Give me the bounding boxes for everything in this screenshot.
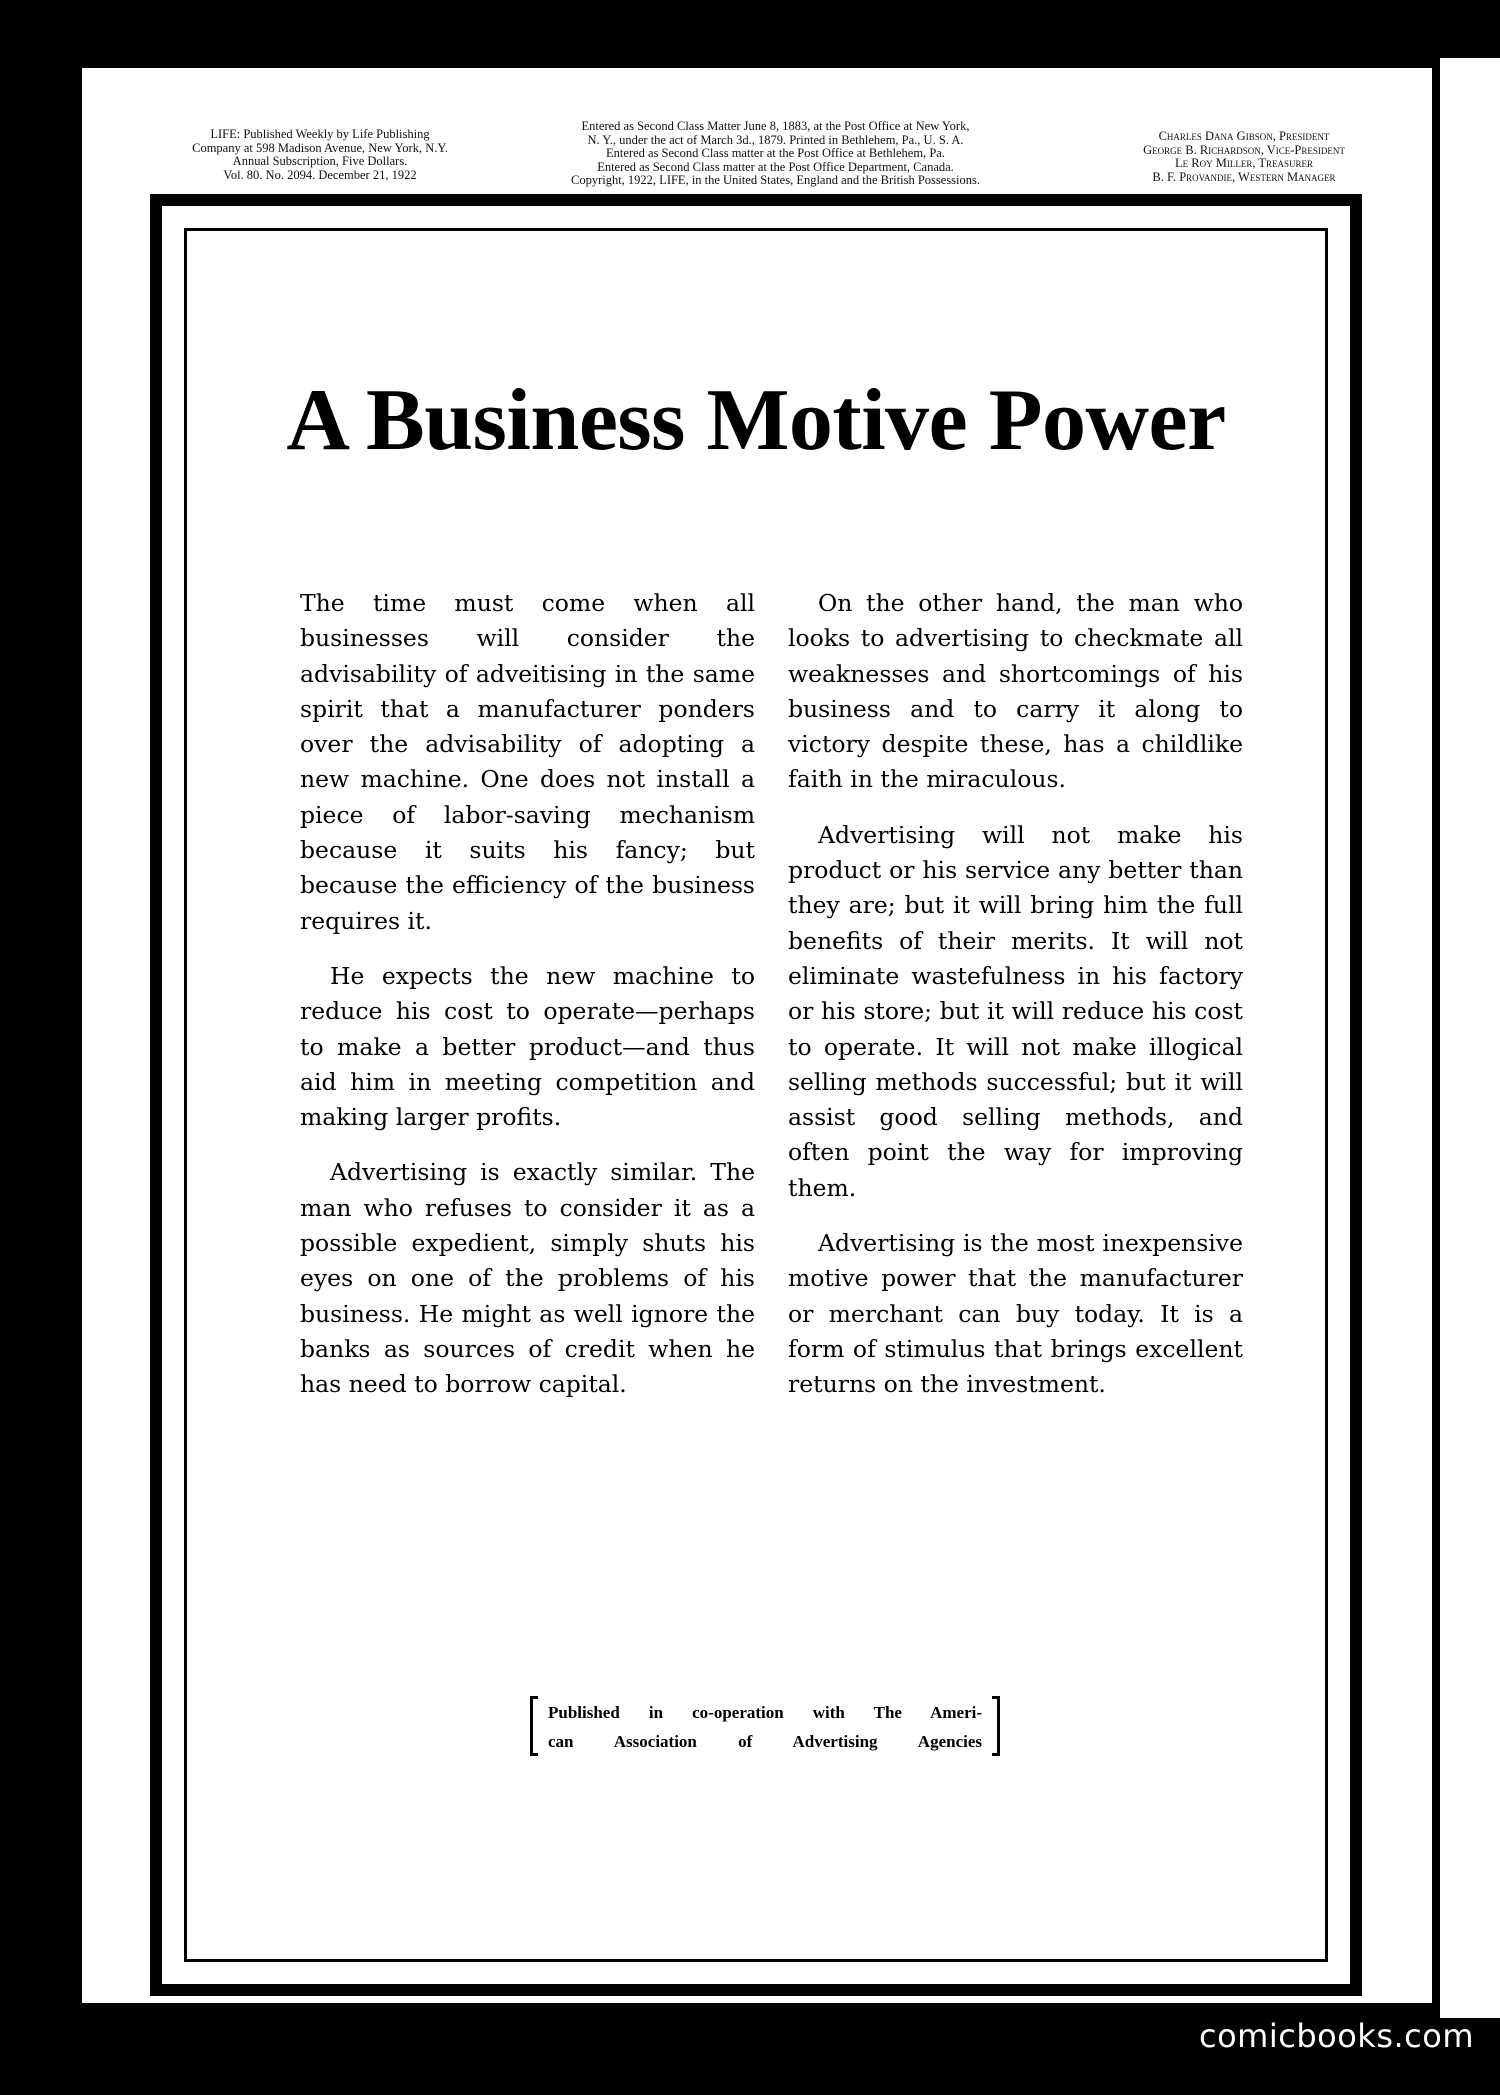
masthead-line: Entered as Second Class matter at the Post Office Department, Canada. xyxy=(597,159,954,174)
masthead-line: Le Roy Miller, Treasurer xyxy=(1175,156,1313,170)
ad-right-column xyxy=(788,586,1243,1423)
masthead-line: Company at 598 Madison Avenue, New York, N.Y. xyxy=(192,140,448,155)
left-bracket xyxy=(530,1696,538,1756)
paragraph: Advertising is exactly similar. The man who refuses to consider it as a possible expedient, simply shuts his eyes on one of the problems of his business. He might as well ignore the banks as sources of credit when he has need to borrow capital. xyxy=(300,1158,755,1399)
masthead xyxy=(140,120,1400,190)
masthead-line: LIFE: Published Weekly by Life Publishing xyxy=(210,127,430,141)
paragraph: Advertising is the most inexpensive motive power that the manufacturer or merchant can buy today. It is a form of stimulus that brings excellent returns on the investment. xyxy=(788,1229,1243,1399)
paragraph: The time must come when all businesses will consider the advisability of adveitising in the same spirit that a manufacturer ponders over the advisability of adopting a new machine. One does not install a piece of labor-saving mechanism because it suits his fancy; but because the efficiency of the business requires it. xyxy=(300,589,755,935)
ad-title: A Business Motive Power xyxy=(286,372,1226,469)
masthead-line: Entered as Second Class matter at the Post Office at Bethlehem, Pa. xyxy=(606,146,945,160)
credit-text xyxy=(548,1698,982,1756)
masthead-officers xyxy=(1088,130,1400,184)
ad-left-column xyxy=(300,586,755,1423)
masthead-line: Charles Dana Gibson, President xyxy=(1158,129,1330,143)
masthead-line: George B. Richardson, Vice-President xyxy=(1143,142,1345,157)
right-bracket xyxy=(992,1696,1000,1756)
paragraph: On the other hand, the man who looks to advertising to checkmate all weaknesses and shortcomings of his business and to carry it along to victory despite these, has a childlike faith in the miraculous. xyxy=(788,589,1243,794)
masthead-postal-notice xyxy=(498,120,1053,188)
paragraph: Advertising will not make his product or his service any better than they are; but it will bring him the full benefits of their merits. It will not eliminate wastefulness in his factory or his store; but it will reduce his cost to operate. It will not make illogical selling methods successful; but it will assist good selling methods, and often point the way for improving them. xyxy=(788,820,1243,1202)
masthead-publisher-info xyxy=(150,128,490,182)
masthead-line: Entered as Second Class Matter June 8, 1883, at the Post Office at New York, xyxy=(581,119,970,133)
credit-line: can Association of Advertising Agencies xyxy=(548,1732,982,1751)
masthead-line: Copyright, 1922, LIFE, in the United States, England and the British Possessions. xyxy=(570,173,980,187)
masthead-line: B. F. Provandie, Western Manager xyxy=(1152,169,1336,184)
source-watermark: comicbooks.com xyxy=(1198,2017,1474,2055)
masthead-line: Vol. 80. No. 2094. December 21, 1922 xyxy=(223,167,417,182)
adjacent-page-edge xyxy=(1440,58,1500,2018)
credit-line: Published in co-operation with The Ameri- xyxy=(548,1703,982,1722)
masthead-line: Annual Subscription, Five Dollars. xyxy=(232,154,408,168)
ad-credit-note xyxy=(530,1690,1000,1760)
masthead-line: N. Y., under the act of March 3d., 1879. Printed in Bethlehem, Pa., U. S. A. xyxy=(587,132,964,147)
paragraph: He expects the new machine to reduce his cost to operate—perhaps to make a better product—and thus aid him in meeting competition and making larger profits. xyxy=(300,961,755,1132)
